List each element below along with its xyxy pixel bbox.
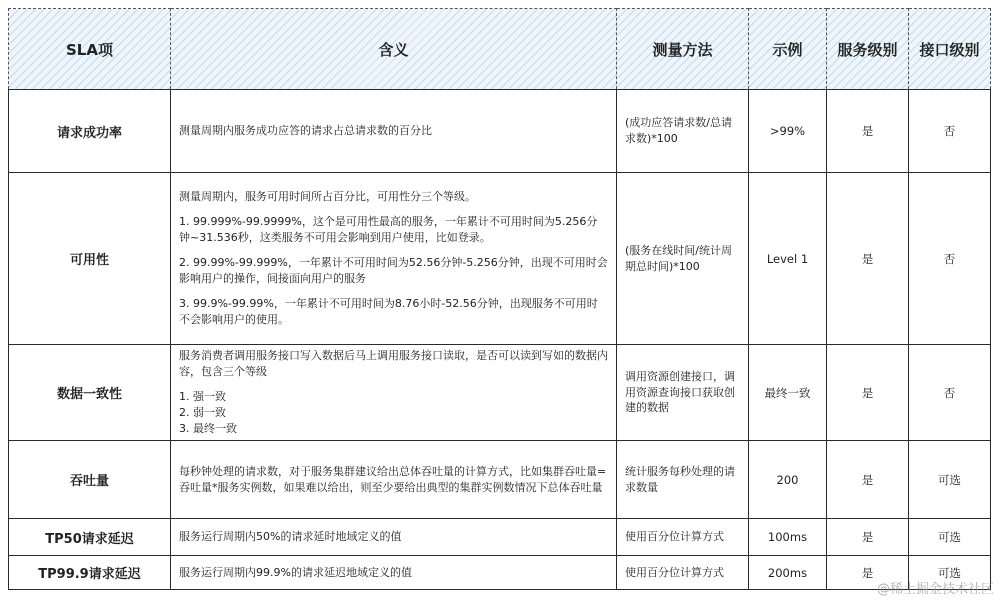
meaning-text: 服务运行周期内50%的请求延时地域定义的值	[179, 530, 402, 544]
meaning-text: 测量周期内，服务可用时间所占百分比，可用性分三个等级。	[179, 190, 476, 204]
sla-api-level: 否	[909, 173, 991, 345]
sla-api-level: 可选	[909, 441, 991, 519]
table-row	[9, 173, 991, 345]
header-example: 示例	[749, 9, 827, 90]
sla-method: (成功应答请求数/总请求数)*100	[617, 90, 749, 173]
sla-example: 200ms	[749, 556, 827, 590]
sla-method: 使用百分位计算方式	[617, 519, 749, 556]
sla-method: 统计服务每秒处理的请求数量	[617, 441, 749, 519]
sla-api-level: 否	[909, 345, 991, 441]
sla-meaning	[171, 441, 617, 519]
sla-name: TP99.9请求延迟	[9, 556, 171, 590]
header-meaning: 含义	[171, 9, 617, 90]
table-row	[9, 441, 991, 519]
sla-example: 100ms	[749, 519, 827, 556]
header-row	[9, 9, 991, 90]
sla-example: Level 1	[749, 173, 827, 345]
sla-name: 请求成功率	[9, 90, 171, 173]
sla-name: TP50请求延迟	[9, 519, 171, 556]
meaning-text: 2. 99.99%-99.999%，一年累计不可用时间为52.56分钟-5.256分钟，出现不可用时会影响用户的操作，间接面向用户的服务	[179, 256, 608, 285]
table-row	[9, 90, 991, 173]
list-item: 1. 强一致	[179, 390, 226, 404]
table-row	[9, 345, 991, 441]
sla-table	[8, 8, 991, 590]
meaning-text: 服务消费者调用服务接口写入数据后马上调用服务接口读取，是否可以读到写如的数据内容，包含三个等级	[179, 349, 608, 379]
meaning-text: 服务运行周期内99.9%的请求延迟地域定义的值	[179, 565, 412, 579]
meaning-text: 1. 99.999%-99.9999%，这个是可用性最高的服务，一年累计不可用时间为5.256分钟~31.536秒，这类服务不可用会影响到用户使用，比如登录。	[179, 215, 598, 245]
sla-api-level: 否	[909, 90, 991, 173]
sla-api-level: 可选	[909, 556, 991, 590]
sla-meaning	[171, 556, 617, 590]
table-row	[9, 556, 991, 590]
sla-example: 最终一致	[749, 345, 827, 441]
sla-api-level: 可选	[909, 519, 991, 556]
sla-service-level: 是	[827, 441, 909, 519]
watermark: @稀土掘金技术社区	[876, 582, 994, 597]
header-service-level: 服务级别	[827, 9, 909, 90]
sla-service-level: 是	[827, 345, 909, 441]
header-api-level: 接口级别	[909, 9, 991, 90]
sla-example: >99%	[749, 90, 827, 173]
meaning-text: 每秒钟处理的请求数，对于服务集群建议给出总体吞吐量的计算方式，比如集群吞吐量=吞吐量*服务实例数，如果难以给出，则至少要给出典型的集群实例数情况下总体吞吐量	[179, 464, 607, 494]
sla-name: 数据一致性	[9, 345, 171, 441]
meaning-text: 测量周期内服务成功应答的请求占总请求数的百分比	[179, 124, 432, 138]
consistency-level-list	[179, 389, 608, 437]
table-row	[9, 519, 991, 556]
sla-meaning	[171, 173, 617, 345]
sla-method: 调用资源创建接口，调用资源查询接口获取创建的数据	[617, 345, 749, 441]
sla-method: 使用百分位计算方式	[617, 556, 749, 590]
list-item: 2. 弱一致	[179, 405, 226, 419]
header-method: 测量方法	[617, 9, 749, 90]
sla-name: 可用性	[9, 173, 171, 345]
header-sla-item: SLA项	[9, 9, 171, 90]
sla-name: 吞吐量	[9, 441, 171, 519]
sla-method: (服务在线时间/统计周期总时间)*100	[617, 173, 749, 345]
meaning-text: 3. 99.9%-99.99%，一年累计不可用时间为8.76小时-52.56分钟，出现服务不可用时不会影响用户的使用。	[179, 296, 598, 326]
sla-service-level: 是	[827, 173, 909, 345]
sla-example: 200	[749, 441, 827, 519]
list-item: 3. 最终一致	[179, 421, 237, 435]
sla-service-level: 是	[827, 90, 909, 173]
sla-meaning	[171, 345, 617, 441]
sla-meaning	[171, 90, 617, 173]
sla-meaning	[171, 519, 617, 556]
sla-service-level: 是	[827, 556, 909, 590]
sla-service-level: 是	[827, 519, 909, 556]
